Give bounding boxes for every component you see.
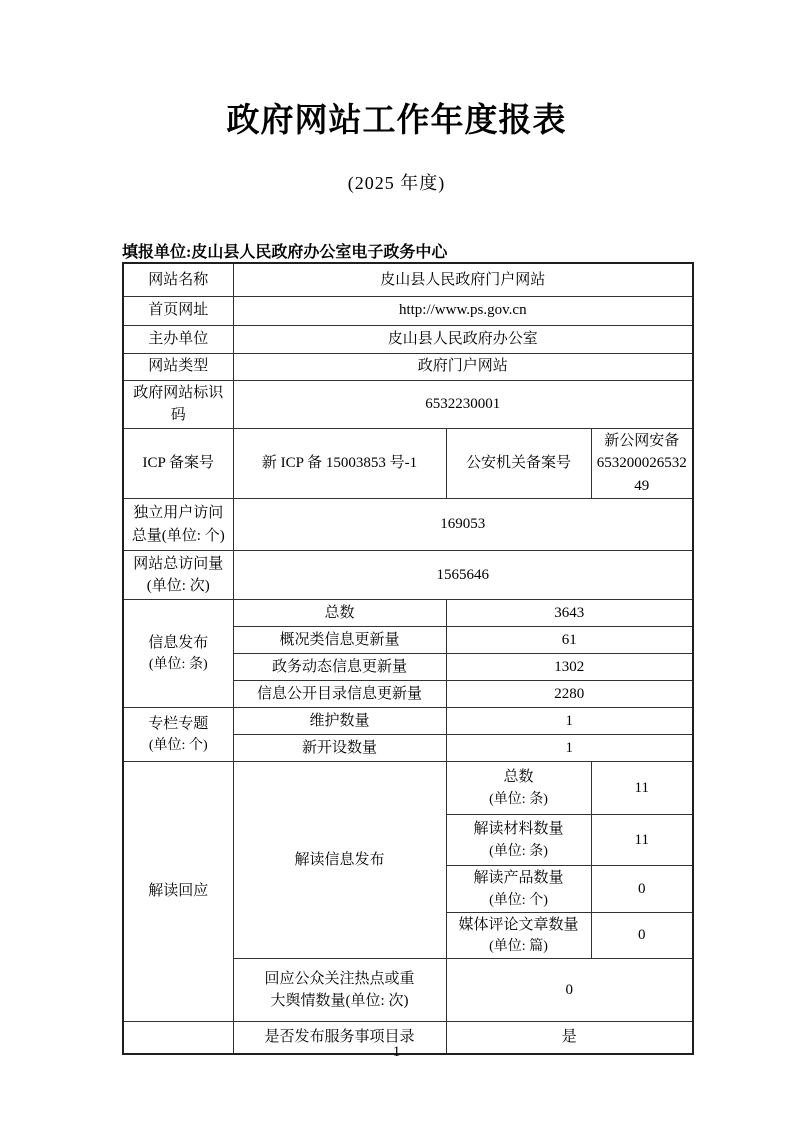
icp-label: ICP 备案号 (123, 428, 233, 499)
disclosure-update-value: 2280 (446, 681, 693, 708)
hotspot-response-label (233, 959, 446, 1022)
homepage-url-label: 首页网址 (123, 296, 233, 325)
interpret-products-value: 0 (591, 866, 693, 913)
table-row (123, 325, 693, 353)
interpret-materials-value: 11 (591, 815, 693, 866)
website-type-value: 政府门户网站 (233, 353, 693, 380)
page-number: 1 (392, 1044, 401, 1060)
overview-update-value: 61 (446, 627, 693, 654)
info-total-value: 3643 (446, 600, 693, 627)
maintained-count-label: 维护数量 (233, 708, 446, 735)
gov-news-update-value: 1302 (446, 654, 693, 681)
media-articles-value: 0 (591, 912, 693, 959)
interpret-products-label-text: 解读产品数量 (473, 870, 564, 886)
hotspot-response-value: 0 (446, 959, 693, 1022)
media-articles-label (446, 912, 591, 959)
table-row (123, 762, 693, 815)
special-columns-group-label (123, 708, 233, 762)
page-title: 政府网站工作年度报表 (226, 103, 567, 139)
interpret-products-unit: (单位: 个) (489, 892, 548, 908)
table-row (123, 708, 693, 735)
info-publish-group-label (123, 600, 233, 708)
table-row (123, 296, 693, 325)
interpret-products-label (446, 866, 591, 913)
website-name-value: 皮山县人民政府门户网站 (233, 263, 693, 296)
table-row (123, 600, 693, 627)
table-row (123, 353, 693, 380)
table-row (123, 263, 693, 296)
special-columns-label: 专栏专题 (148, 715, 209, 732)
gov-news-update-label: 政务动态信息更新量 (233, 654, 446, 681)
maintained-count-value: 1 (446, 708, 693, 735)
annual-report-table (122, 262, 694, 1055)
interpret-total-label-text: 总数 (503, 769, 534, 786)
website-name-label: 网站名称 (123, 263, 233, 296)
unique-visitors-label: 独立用户访问总量(单位: 个) (123, 499, 233, 551)
table-row (123, 380, 693, 428)
new-columns-value: 1 (446, 735, 693, 762)
info-publish-label: 信息发布 (148, 634, 209, 651)
website-type-label: 网站类型 (123, 353, 233, 380)
organizer-value: 皮山县人民政府办公室 (233, 325, 693, 353)
info-total-label: 总数 (233, 600, 446, 627)
site-code-value: 6532230001 (233, 380, 693, 428)
interpret-materials-unit: (单位: 条) (489, 843, 548, 859)
overview-update-label: 概况类信息更新量 (233, 627, 446, 654)
interpret-total-label (446, 762, 591, 815)
new-columns-label: 新开设数量 (233, 735, 446, 762)
disclosure-update-label: 信息公开目录信息更新量 (233, 681, 446, 708)
page-subtitle: (2025 年度) (347, 173, 446, 193)
site-code-label: 政府网站标识码 (123, 380, 233, 428)
special-columns-unit: (单位: 个) (148, 738, 208, 754)
icp-value: 新 ICP 备 15003853 号-1 (233, 428, 446, 499)
table-row (123, 428, 693, 499)
total-visits-label: 网站总访问量(单位: 次) (123, 551, 233, 600)
info-publish-unit: (单位: 条) (148, 657, 208, 673)
interpretation-publish-label: 解读信息发布 (233, 762, 446, 959)
interpret-total-value: 11 (591, 762, 693, 815)
table-row (123, 499, 693, 551)
interpret-materials-label-text: 解读材料数量 (473, 821, 564, 838)
service-catalog-value: 是 (446, 1022, 693, 1054)
reporting-unit: 填报单位:皮山县人民政府办公室电子政务中心 (122, 244, 448, 261)
media-articles-unit: (单位: 篇) (489, 939, 548, 954)
media-articles-label-text: 媒体评论文章数量 (458, 916, 579, 933)
homepage-url-value: http://www.ps.gov.cn (233, 296, 693, 325)
interpretation-group-label: 解读回应 (123, 762, 233, 1022)
service-catalog-label: 是否发布服务事项目录 (233, 1022, 446, 1054)
security-filing-label: 公安机关备案号 (446, 428, 591, 499)
hotspot-response-label-text: 回应公众关注热点或重大舆情数量(单位: 次) (264, 970, 415, 1009)
interpret-materials-label (446, 815, 591, 866)
interpret-total-unit: (单位: 条) (489, 791, 548, 807)
total-visits-value: 1565646 (233, 551, 693, 600)
organizer-label: 主办单位 (123, 325, 233, 353)
unique-visitors-value: 169053 (233, 499, 693, 551)
table-row (123, 551, 693, 600)
security-filing-value: 新公网安备 65320002653249 (591, 428, 693, 499)
